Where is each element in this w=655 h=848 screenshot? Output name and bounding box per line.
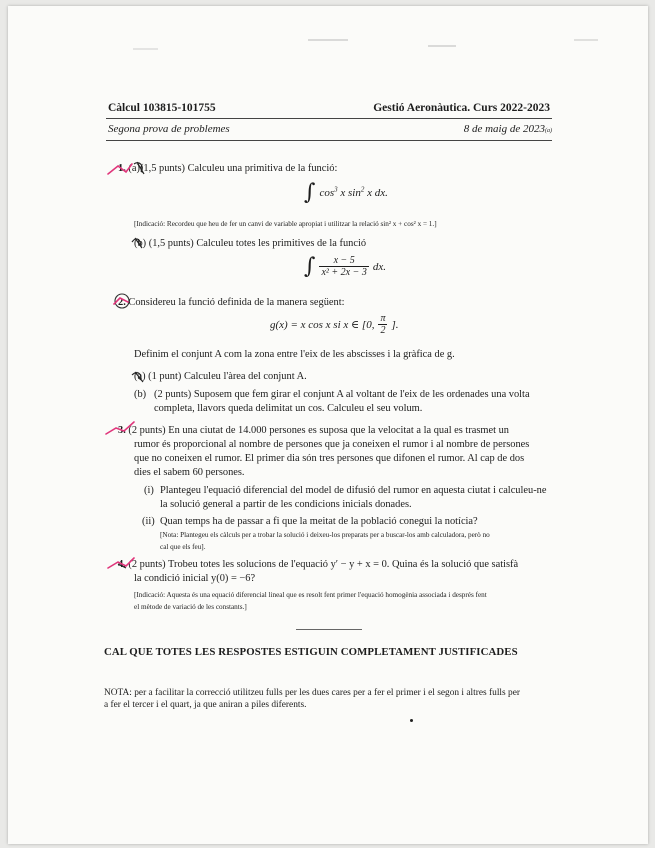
q4-highlight-mark	[108, 558, 134, 568]
exam-date-text: 8 de maig de 2023	[463, 123, 545, 135]
integral-sign-icon: ∫	[304, 180, 316, 205]
q3-ii-label: (ii)	[142, 516, 155, 527]
q1-a-text: (1,5 punts) Calculeu una primitiva de la funció:	[139, 163, 338, 174]
handwritten-marks	[8, 6, 648, 844]
q1-b-denominator: x² + 2x − 3	[321, 267, 367, 278]
q1-b-tail: dx.	[372, 261, 386, 274]
q2-a-scribble	[132, 372, 143, 382]
q3-line2: rumor és proporcional al nombre de persones que ja coneixen el rumor i al nombre de persones	[134, 439, 530, 450]
nota-line2: a fer el tercer i el quart, ja que aniran a piles diferents.	[104, 700, 307, 710]
q1-b-text: (1,5 punts) Calculeu totes les primitives de la funció	[148, 238, 367, 249]
q2-define: Definim el conjunt A com la zona entre l'eix de les abscisses i la gràfica de g.	[134, 349, 455, 360]
q4-line2: la condició inicial y(0) = −6?	[134, 573, 256, 584]
q3-line4: dies el sabem 60 persones.	[134, 467, 245, 478]
q1-b-label: (b)	[134, 238, 147, 249]
exam-date-note: (a)	[545, 128, 552, 134]
justification-notice: CAL QUE TOTES LES RESPOSTES ESTIGUIN COMPLETAMENT JUSTIFICADES	[104, 646, 518, 658]
q3-i-line2: la solució general a partir de les condicions inicials donades.	[160, 499, 412, 510]
q2-pi-den: 2	[380, 325, 386, 336]
q2-formula-main: g(x) = x cos x si x ∈ [0,	[270, 319, 375, 332]
q3-highlight-mark	[106, 422, 134, 434]
q2-formula-tail: ].	[391, 319, 399, 332]
q2-b-line2: completa, llavors queda delimitat un cos. Calculeu el seu volum.	[154, 403, 423, 414]
nota-line1: NOTA: per a facilitar la correcció utilitzeu fulls per les dues cares per a fer el primer i el segon i altres fulls per	[104, 688, 520, 698]
q2-highlight-mark	[114, 298, 128, 304]
q2-a-text: (1 punt) Calculeu l'àrea del conjunt A.	[148, 371, 307, 382]
q3-line1-text: (2 punts) En una ciutat de 14.000 persones es suposa que la velocitat a la qual es trasmet un	[128, 425, 510, 436]
q1-a-scribble	[134, 162, 144, 174]
q1-b-scribble	[132, 238, 142, 248]
q2-b-label: (b)	[134, 389, 147, 400]
course-code: Càlcul 103815-101755	[108, 102, 216, 114]
exam-sheet	[8, 6, 648, 844]
q4-line1-text: (2 punts) Trobeu totes les solucions de l'equació y′ − y + x = 0. Quina és la solució que satisfà	[128, 559, 519, 570]
q3-i-label: (i)	[144, 485, 154, 496]
exam-subtitle: Segona prova de problemes	[108, 123, 230, 135]
integral-sign-icon: ∫	[304, 254, 316, 279]
q1-a-label: (a)	[128, 163, 140, 174]
q2-a-label: (a)	[134, 371, 146, 382]
q3-i-line1: Plantegeu l'equació diferencial del model de difusió del rumor en aquesta ciutat i calculeu-ne	[160, 485, 547, 496]
q2-pi-num: π	[380, 313, 386, 324]
q3-ii-text: Quan temps ha de passar a fi que la meitat de la població conegui la notícia?	[160, 516, 478, 527]
course-title: Gestió Aeronàutica. Curs 2022-2023	[373, 102, 550, 114]
q3-note-1: [Nota: Plantegeu els càlculs per a trobar la solució i deixeu-los preparats per a buscar-los amb calculadora, però no	[160, 531, 490, 539]
q3-line3: que no coneixen el rumor. El primer dia són tres persones que difonen el rumor. Al cap de dos	[134, 453, 525, 464]
q2-b-line1: (2 punts) Suposem que fem girar el conjunt A al voltant de l'eix de les ordenades una volta	[154, 389, 530, 400]
q4-number: 4.	[118, 559, 126, 570]
q1-hint: [Indicació: Recordeu que heu de fer un canvi de variable apropiat i utilitzar la relació sin² x + cos² x = 1.]	[134, 220, 437, 228]
q2-intro: Considereu la funció definida de la manera següent:	[128, 297, 345, 308]
q1-a-integral: ∫ $\cos^3 x$ $\sin^2 x$ dx.	[304, 180, 388, 205]
q1-b-numerator: x − 5	[319, 255, 368, 267]
q1-number: 1.	[118, 163, 126, 174]
q2-number: 2.	[118, 297, 126, 308]
q3-note-2: cal que els feu].	[160, 543, 206, 551]
q4-hint-1: [Indicació: Aquesta és una equació diferencial lineal que es resolt fent primer l'equació homogènia associada i després fent	[134, 591, 487, 599]
q1-highlight-mark	[108, 164, 132, 174]
q4-hint-2: el mètode de variació de les constants.]	[134, 603, 247, 611]
q3-number: 3.	[118, 425, 126, 436]
